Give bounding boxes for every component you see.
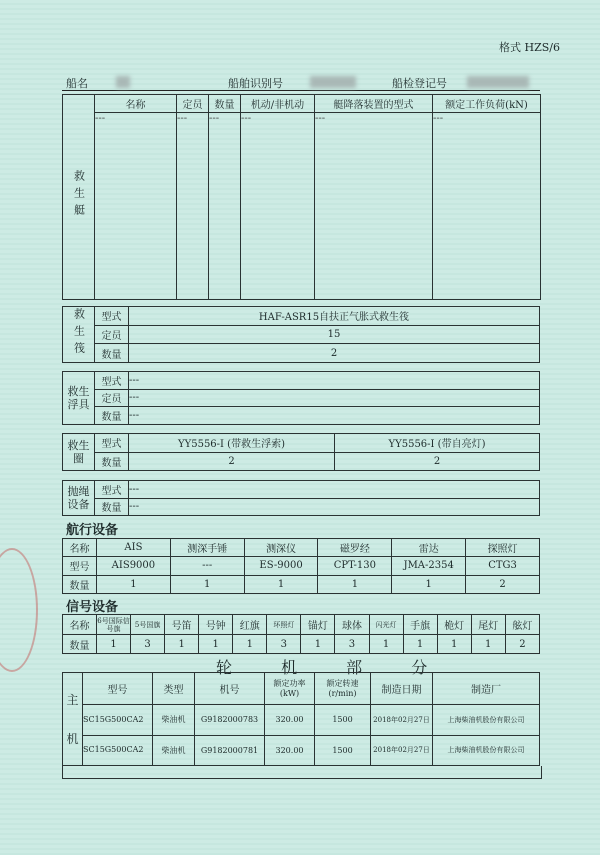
signal-qty-7: 1 (301, 635, 335, 654)
ship-name-label: 船名 (66, 77, 88, 90)
engine-row2-power: 320.00 (265, 735, 315, 766)
nav-head-3: 测深仪 (244, 539, 318, 557)
lifeboat-table (62, 94, 541, 300)
signal-head-2: 5号国旗 (131, 615, 165, 635)
buoyant-qty-value: --- (129, 407, 540, 425)
lifering-qty-value-2: 2 (335, 452, 540, 471)
engine-head-maker: 制造厂 (433, 673, 540, 705)
nav-head-2: 测深手锤 (170, 539, 244, 557)
nav-type-4: CPT-130 (318, 557, 392, 575)
buoyant-label-cell (63, 372, 95, 425)
engine-table (62, 672, 540, 766)
signal-head-6: 环照灯 (267, 615, 301, 635)
buoyant-table (62, 371, 540, 425)
liferaft-capacity-label: 定员 (95, 325, 129, 344)
buoyant-qty-label: 数量 (95, 407, 129, 425)
lifeboat-name-value: --- (95, 113, 177, 300)
signal-head-10: 手旗 (403, 615, 437, 635)
nav-head-0: 名称 (63, 539, 97, 557)
engine-head-power: 额定功率(kW) (265, 673, 315, 705)
nav-head-4: 磁罗经 (318, 539, 392, 557)
nav-head-1: AIS (97, 539, 171, 557)
signal-head-4: 号钟 (199, 615, 233, 635)
liferaft-qty-label: 数量 (95, 344, 129, 363)
engine-row1-maker: 上海柴油机股份有限公司 (433, 705, 540, 736)
nav-type-3: ES-9000 (244, 557, 318, 575)
lifering-type-value-2: YY5556-I (带自亮灯) (335, 434, 540, 453)
signal-head-11: 桅灯 (437, 615, 471, 635)
lifering-label: 救生圈 (67, 439, 90, 465)
nav-title: 航行设备 (66, 523, 119, 538)
engine-title: 轮 机 部 分 (216, 658, 450, 677)
signal-qty-4: 1 (199, 635, 233, 654)
engine-row2-speed: 1500 (315, 735, 371, 766)
nav-qty-3: 1 (244, 575, 318, 593)
liferaft-table (62, 306, 540, 363)
buoyant-capacity-label: 定员 (95, 389, 129, 407)
ship-id-redacted (310, 76, 356, 88)
signal-head-8: 球体 (335, 615, 369, 635)
engine-row2-model: SC15G500CA2 (83, 735, 153, 766)
nav-type-5: JMA-2354 (392, 557, 466, 575)
ship-name-redacted (116, 76, 130, 88)
throwing-label-cell (63, 481, 95, 516)
nav-type-1: AIS9000 (97, 557, 171, 575)
nav-type-0: 型号 (63, 557, 97, 575)
nav-qty-6: 2 (466, 575, 540, 593)
lifering-table (62, 433, 540, 471)
format-code: 格式 HZS/6 (499, 41, 560, 54)
nav-type-6: CTG3 (466, 557, 540, 575)
signal-qty-2: 3 (131, 635, 165, 654)
engine-row1-power: 320.00 (265, 705, 315, 736)
engine-head-date: 制造日期 (371, 673, 433, 705)
ship-header (62, 74, 540, 91)
buoyant-type-value: --- (129, 372, 540, 390)
liferaft-type-value: HAF-ASR15自扶正气胀式救生筏 (129, 307, 540, 326)
signal-qty-11: 1 (437, 635, 471, 654)
engine-row1-type: 柴油机 (153, 705, 195, 736)
throwing-qty-value: --- (129, 498, 540, 516)
lifeboat-launch-value: --- (315, 113, 433, 300)
signal-head-13: 舷灯 (505, 615, 539, 635)
lifering-type-value-1: YY5556-I (带救生浮索) (129, 434, 335, 453)
liferaft-capacity-value: 15 (129, 325, 540, 344)
lifeboat-col-powered: 机动/非机动 (241, 95, 315, 113)
signal-qty-12: 1 (471, 635, 505, 654)
signal-qty-5: 1 (233, 635, 267, 654)
lifering-qty-value-1: 2 (129, 452, 335, 471)
engine-head-speed: 额定转速(r/min) (315, 673, 371, 705)
signal-qty-9: 1 (369, 635, 403, 654)
nav-head-5: 雷达 (392, 539, 466, 557)
signal-head-9: 闪光灯 (369, 615, 403, 635)
liferaft-qty-value: 2 (129, 344, 540, 363)
engine-row2-type: 柴油机 (153, 735, 195, 766)
liferaft-label: 救生筏 (72, 307, 86, 359)
ship-id-label: 船舶识别号 (228, 77, 283, 90)
throwing-table (62, 480, 540, 516)
lifeboat-label: 救生艇 (72, 170, 86, 221)
throwing-label: 抛绳设备 (67, 485, 90, 511)
lifeboat-col-load: 额定工作负荷(kN) (433, 95, 541, 113)
engine-row2-date: 2018年02月27日 (371, 735, 433, 766)
throwing-type-value: --- (129, 481, 540, 499)
buoyant-capacity-value: --- (129, 389, 540, 407)
signal-qty-10: 1 (403, 635, 437, 654)
engine-row2-number: G9182000781 (195, 735, 265, 766)
red-stamp (0, 548, 38, 672)
signal-qty-3: 1 (165, 635, 199, 654)
signal-qty-13: 2 (505, 635, 539, 654)
nav-type-2: --- (170, 557, 244, 575)
engine-row2-maker: 上海柴油机股份有限公司 (433, 735, 540, 766)
lifeboat-label-cell (63, 95, 95, 300)
nav-qty-1: 1 (97, 575, 171, 593)
lifeboat-load-value: --- (433, 113, 541, 300)
engine-head-model: 型号 (83, 673, 153, 705)
signal-qty-1: 1 (97, 635, 131, 654)
nav-qty-0: 数量 (63, 575, 97, 593)
signal-title: 信号设备 (66, 600, 119, 615)
nav-qty-4: 1 (318, 575, 392, 593)
nav-table (62, 538, 540, 594)
lifeboat-powered-value: --- (241, 113, 315, 300)
engine-side-bottom: 机 (66, 732, 79, 746)
engine-head-type: 类型 (153, 673, 195, 705)
buoyant-type-label: 型式 (95, 372, 129, 390)
liferaft-type-label: 型式 (95, 307, 129, 326)
engine-table-tail (62, 766, 542, 779)
engine-row1-speed: 1500 (315, 705, 371, 736)
signal-head-5: 红旗 (233, 615, 267, 635)
engine-side-top: 主 (66, 693, 79, 707)
engine-row1-model: SC15G500CA2 (83, 705, 153, 736)
lifeboat-col-qty: 数量 (209, 95, 241, 113)
lifeboat-qty-value: --- (209, 113, 241, 300)
ship-reg-label: 船检登记号 (392, 77, 447, 90)
lifeboat-capacity-value: --- (177, 113, 209, 300)
lifering-qty-label: 数量 (95, 452, 129, 471)
liferaft-label-cell (63, 307, 95, 363)
engine-side-cell (63, 673, 83, 766)
nav-head-6: 探照灯 (466, 539, 540, 557)
throwing-type-label: 型式 (95, 481, 129, 499)
signal-head-1: 6号国际信号旗 (97, 615, 131, 635)
signal-head-0: 名称 (63, 615, 97, 635)
signal-head-7: 锚灯 (301, 615, 335, 635)
signal-qty-8: 3 (335, 635, 369, 654)
engine-head-number: 机号 (195, 673, 265, 705)
nav-qty-5: 1 (392, 575, 466, 593)
ship-reg-redacted (467, 76, 529, 88)
nav-qty-2: 1 (170, 575, 244, 593)
signal-qty-0: 数量 (63, 635, 97, 654)
signal-table (62, 614, 540, 654)
lifering-label-cell (63, 434, 95, 471)
signal-head-12: 尾灯 (471, 615, 505, 635)
engine-row1-date: 2018年02月27日 (371, 705, 433, 736)
lifeboat-col-launch: 艇降落装置的型式 (315, 95, 433, 113)
lifeboat-col-capacity: 定员 (177, 95, 209, 113)
lifering-type-label: 型式 (95, 434, 129, 453)
throwing-qty-label: 数量 (95, 498, 129, 516)
lifeboat-col-name: 名称 (95, 95, 177, 113)
signal-head-3: 号笛 (165, 615, 199, 635)
buoyant-label: 救生浮具 (67, 385, 90, 411)
signal-qty-6: 3 (267, 635, 301, 654)
engine-row1-number: G9182000783 (195, 705, 265, 736)
